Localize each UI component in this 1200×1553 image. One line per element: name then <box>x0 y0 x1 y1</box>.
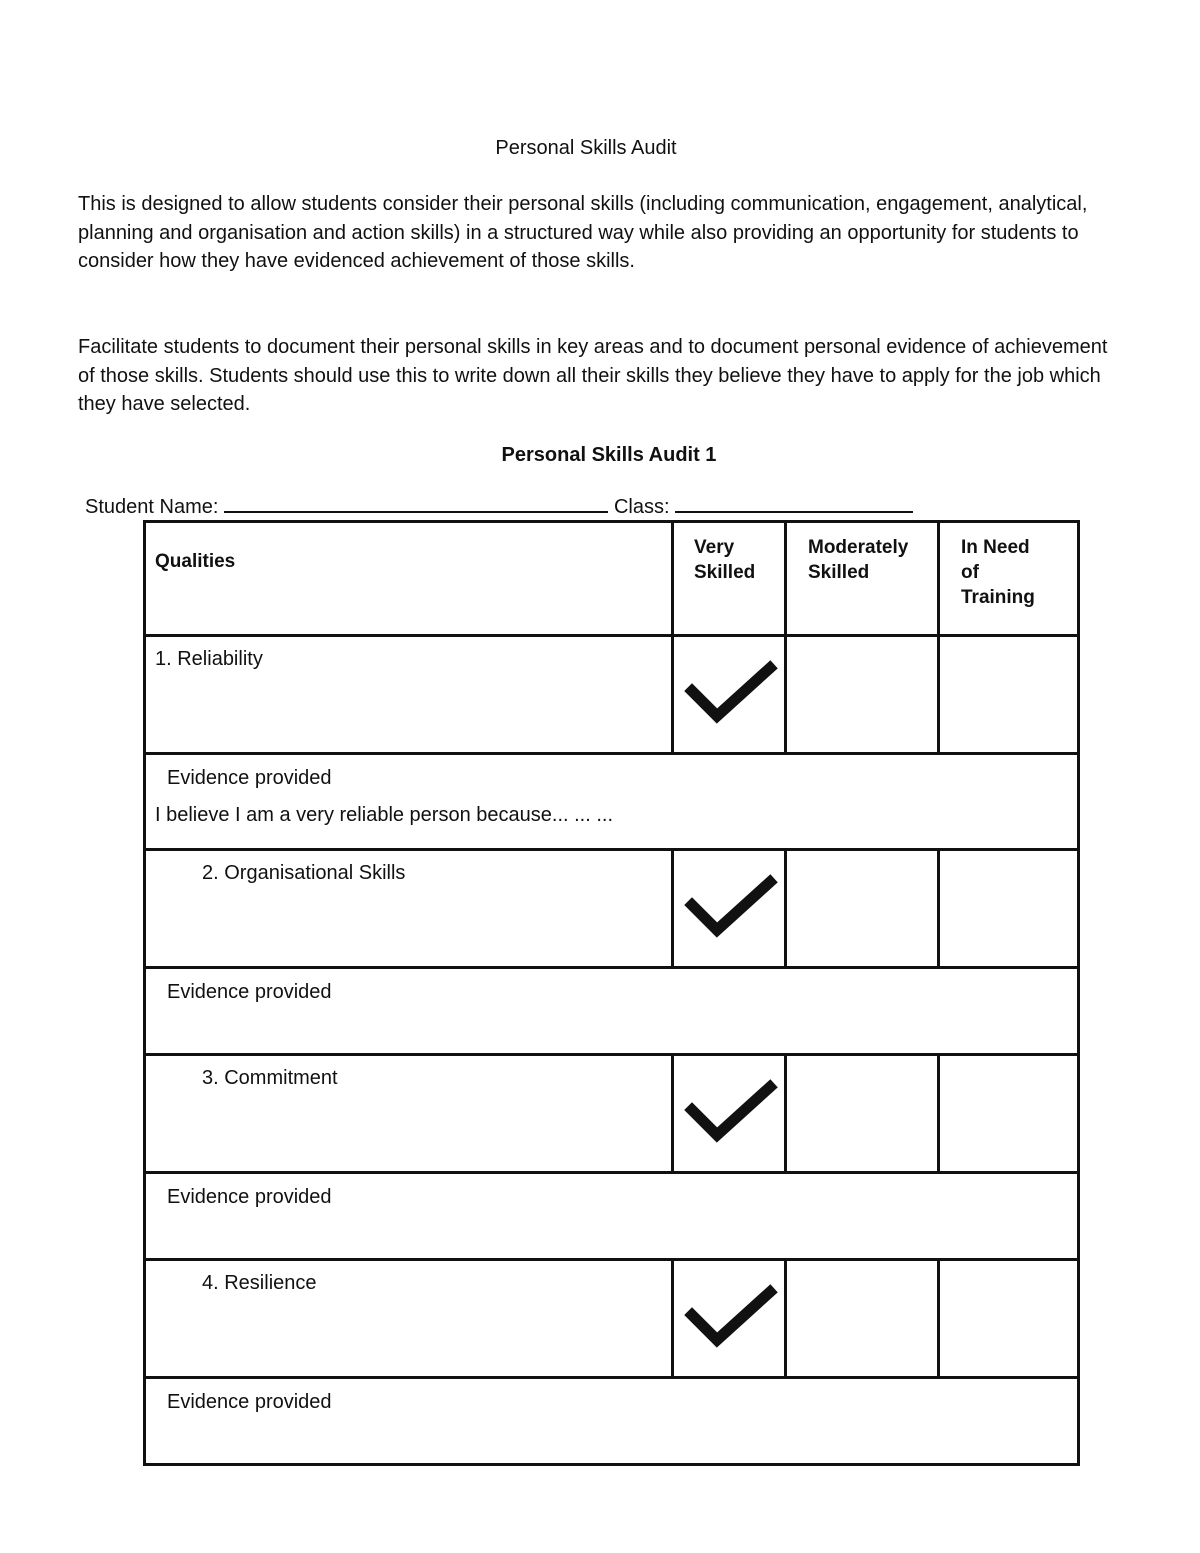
evidence-row <box>145 1173 1079 1260</box>
skill-name-cell <box>145 1055 673 1173</box>
moderately-skilled-cell[interactable] <box>786 636 939 754</box>
student-name-blank[interactable] <box>224 497 608 513</box>
skill-label: 1. Reliability <box>155 648 263 670</box>
skill-label: 4. Resilience <box>202 1272 317 1294</box>
skill-name-cell <box>145 636 673 754</box>
moderately-skilled-cell[interactable] <box>786 1055 939 1173</box>
skill-row <box>145 1260 1079 1378</box>
very-skilled-cell[interactable] <box>673 636 786 754</box>
evidence-row <box>145 968 1079 1055</box>
very-skilled-cell[interactable] <box>673 1055 786 1173</box>
header-in-need-of-training: In Need of Training <box>939 522 1079 636</box>
table-header-row <box>145 522 1079 636</box>
checkmark-icon <box>684 873 778 943</box>
skill-row <box>145 1055 1079 1173</box>
skill-label: 3. Commitment <box>202 1067 338 1089</box>
header-moderately-skilled: Moderately Skilled <box>786 522 939 636</box>
checkmark-icon <box>684 659 778 729</box>
audit-title: Personal Skills Audit 1 <box>501 444 717 466</box>
skill-label: 2. Organisational Skills <box>202 862 406 884</box>
student-info-line <box>85 496 913 519</box>
evidence-cell[interactable] <box>145 1378 1079 1465</box>
evidence-row <box>145 1378 1079 1465</box>
skill-row <box>145 636 1079 754</box>
skill-row <box>145 850 1079 968</box>
evidence-cell[interactable] <box>145 1173 1079 1260</box>
intro-paragraph: This is designed to allow students consider their personal skills (including communication, engagement, analytical, planning and organisation and action skills) in a structured way while also providing an opportunity for students to consider how they have evidenced achievement of those skills. <box>78 193 1088 272</box>
skills-audit-table <box>143 520 1080 1466</box>
very-skilled-cell[interactable] <box>673 1260 786 1378</box>
header-qualities: Qualities <box>145 522 673 636</box>
evidence-label: Evidence provided <box>167 1391 332 1413</box>
evidence-label: Evidence provided <box>167 767 332 789</box>
class-label: Class: <box>613 496 670 518</box>
checkmark-icon <box>684 1078 778 1148</box>
very-skilled-cell[interactable] <box>673 850 786 968</box>
evidence-row <box>145 754 1079 850</box>
evidence-cell[interactable] <box>145 968 1079 1055</box>
document-title: Personal Skills Audit <box>495 137 677 159</box>
skill-name-cell <box>145 1260 673 1378</box>
evidence-label: Evidence provided <box>167 1186 332 1208</box>
student-name-label: Student Name: <box>85 496 219 518</box>
moderately-skilled-cell[interactable] <box>786 850 939 968</box>
header-very-skilled: Very Skilled <box>673 522 786 636</box>
evidence-label: Evidence provided <box>167 981 332 1003</box>
evidence-text: I believe I am a very reliable person because... ... ... <box>155 804 614 826</box>
instruction-paragraph: Facilitate students to document their personal skills in key areas and to document personal evidence of achievement of those skills. Students should use this to write down all their skills they believe they have to apply for the job which they have selected. <box>78 336 1108 415</box>
checkmark-icon <box>684 1283 778 1353</box>
skill-name-cell <box>145 850 673 968</box>
need-training-cell[interactable] <box>939 636 1079 754</box>
need-training-cell[interactable] <box>939 1055 1079 1173</box>
moderately-skilled-cell[interactable] <box>786 1260 939 1378</box>
evidence-cell[interactable] <box>145 754 1079 850</box>
class-blank[interactable] <box>675 497 913 513</box>
need-training-cell[interactable] <box>939 1260 1079 1378</box>
need-training-cell[interactable] <box>939 850 1079 968</box>
